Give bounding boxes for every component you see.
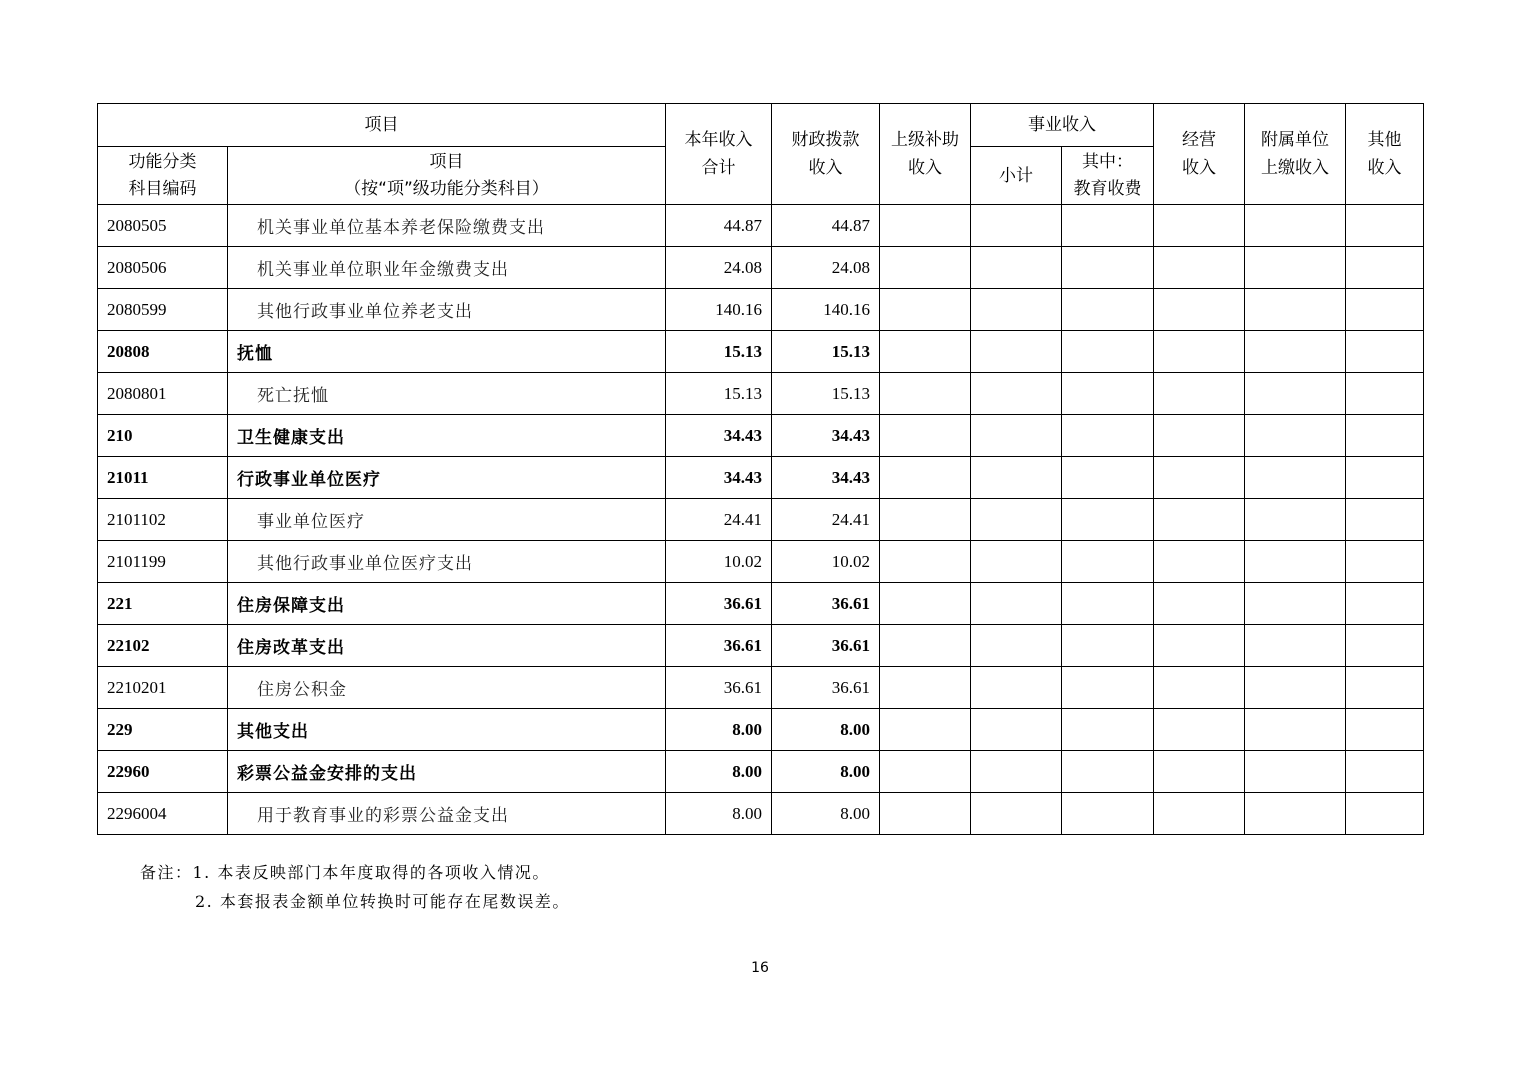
row-name: 住房公积金	[228, 667, 666, 709]
row-superior	[880, 457, 971, 499]
row-code: 22960	[98, 751, 228, 793]
table-row	[98, 205, 1424, 247]
row-total: 36.61	[666, 625, 772, 667]
row-other	[1346, 415, 1424, 457]
header-other-line2: 收入	[1367, 158, 1402, 178]
row-operating	[1154, 205, 1245, 247]
header-superior	[880, 104, 971, 205]
row-code: 2080599	[98, 289, 228, 331]
row-total: 8.00	[666, 793, 772, 835]
row-fiscal: 34.43	[772, 457, 880, 499]
table-row	[98, 709, 1424, 751]
row-other	[1346, 247, 1424, 289]
row-fiscal: 8.00	[772, 793, 880, 835]
table-row	[98, 289, 1424, 331]
row-fiscal: 8.00	[772, 709, 880, 751]
row-edu-fee	[1062, 751, 1154, 793]
header-business-label: 事业收入	[1028, 115, 1096, 135]
row-edu-fee	[1062, 247, 1154, 289]
header-fiscal	[772, 104, 880, 205]
table-row	[98, 499, 1424, 541]
row-superior	[880, 667, 971, 709]
row-operating	[1154, 331, 1245, 373]
row-superior	[880, 331, 971, 373]
row-operating	[1154, 709, 1245, 751]
row-total: 8.00	[666, 709, 772, 751]
row-operating	[1154, 583, 1245, 625]
row-affiliated	[1245, 205, 1346, 247]
row-operating	[1154, 751, 1245, 793]
header-superior-line1: 上级补助	[891, 130, 959, 150]
income-table	[97, 103, 1424, 835]
page-number: 16	[751, 960, 769, 976]
row-fiscal: 24.08	[772, 247, 880, 289]
row-affiliated	[1245, 625, 1346, 667]
row-other	[1346, 331, 1424, 373]
header-name-line1: 项目	[429, 151, 464, 172]
row-edu-fee	[1062, 457, 1154, 499]
header-edu-fee	[1062, 147, 1154, 205]
row-affiliated	[1245, 541, 1346, 583]
row-edu-fee	[1062, 289, 1154, 331]
row-edu-fee	[1062, 793, 1154, 835]
row-edu-fee	[1062, 415, 1154, 457]
row-code: 2296004	[98, 793, 228, 835]
row-code: 2080801	[98, 373, 228, 415]
row-total: 34.43	[666, 415, 772, 457]
table-row	[98, 793, 1424, 835]
header-subtotal-label: 小计	[999, 165, 1033, 186]
row-affiliated	[1245, 415, 1346, 457]
row-edu-fee	[1062, 709, 1154, 751]
header-code	[98, 147, 228, 205]
table-row	[98, 331, 1424, 373]
row-total: 24.08	[666, 247, 772, 289]
header-affiliated	[1245, 104, 1346, 205]
row-subtotal	[971, 457, 1062, 499]
row-name: 彩票公益金安排的支出	[228, 751, 666, 793]
row-operating	[1154, 793, 1245, 835]
header-code-line2: 科目编码	[128, 178, 197, 199]
row-edu-fee	[1062, 499, 1154, 541]
row-subtotal	[971, 667, 1062, 709]
row-fiscal: 8.00	[772, 751, 880, 793]
row-subtotal	[971, 331, 1062, 373]
row-total: 15.13	[666, 331, 772, 373]
row-subtotal	[971, 583, 1062, 625]
row-affiliated	[1245, 457, 1346, 499]
row-edu-fee	[1062, 373, 1154, 415]
row-fiscal: 15.13	[772, 373, 880, 415]
row-code: 22102	[98, 625, 228, 667]
header-fiscal-line1: 财政拨款	[791, 130, 860, 150]
row-name: 住房保障支出	[228, 583, 666, 625]
header-superior-line2: 收入	[908, 158, 942, 178]
row-other	[1346, 667, 1424, 709]
row-code: 2080505	[98, 205, 228, 247]
row-edu-fee	[1062, 667, 1154, 709]
row-affiliated	[1245, 289, 1346, 331]
row-superior	[880, 205, 971, 247]
header-business-group	[971, 104, 1154, 147]
row-other	[1346, 373, 1424, 415]
table-row	[98, 415, 1424, 457]
row-other	[1346, 457, 1424, 499]
row-operating	[1154, 625, 1245, 667]
row-subtotal	[971, 793, 1062, 835]
row-total: 140.16	[666, 289, 772, 331]
row-superior	[880, 373, 971, 415]
row-affiliated	[1245, 331, 1346, 373]
header-total-line1: 本年收入	[684, 130, 753, 150]
row-superior	[880, 247, 971, 289]
header-operating	[1154, 104, 1245, 205]
row-fiscal: 36.61	[772, 583, 880, 625]
table-row	[98, 457, 1424, 499]
row-subtotal	[971, 415, 1062, 457]
notes	[140, 858, 570, 916]
header-subtotal	[971, 147, 1062, 205]
row-total: 24.41	[666, 499, 772, 541]
row-other	[1346, 751, 1424, 793]
row-superior	[880, 499, 971, 541]
header-total-line2: 合计	[701, 158, 736, 178]
row-superior	[880, 709, 971, 751]
row-edu-fee	[1062, 205, 1154, 247]
row-superior	[880, 751, 971, 793]
header-other	[1346, 104, 1424, 205]
row-subtotal	[971, 541, 1062, 583]
header-edu-fee-line2: 教育收费	[1073, 178, 1142, 199]
row-code: 2080506	[98, 247, 228, 289]
row-operating	[1154, 373, 1245, 415]
row-fiscal: 34.43	[772, 415, 880, 457]
row-fiscal: 15.13	[772, 331, 880, 373]
note-line-1: 备注：1. 本表反映部门本年度取得的各项收入情况。	[140, 863, 550, 882]
row-affiliated	[1245, 373, 1346, 415]
row-operating	[1154, 541, 1245, 583]
header-fiscal-line2: 收入	[808, 158, 843, 178]
row-name: 卫生健康支出	[228, 415, 666, 457]
row-total: 36.61	[666, 583, 772, 625]
row-superior	[880, 541, 971, 583]
row-superior	[880, 289, 971, 331]
row-subtotal	[971, 373, 1062, 415]
row-total: 44.87	[666, 205, 772, 247]
row-subtotal	[971, 247, 1062, 289]
row-fiscal: 36.61	[772, 625, 880, 667]
row-superior	[880, 415, 971, 457]
row-name: 机关事业单位基本养老保险缴费支出	[228, 205, 666, 247]
row-edu-fee	[1062, 583, 1154, 625]
row-superior	[880, 793, 971, 835]
row-affiliated	[1245, 499, 1346, 541]
row-total: 34.43	[666, 457, 772, 499]
row-fiscal: 44.87	[772, 205, 880, 247]
header-other-line1: 其他	[1367, 130, 1402, 150]
table-row	[98, 247, 1424, 289]
row-name: 住房改革支出	[228, 625, 666, 667]
row-subtotal	[971, 499, 1062, 541]
header-affiliated-line2: 上缴收入	[1261, 158, 1329, 178]
row-fiscal: 10.02	[772, 541, 880, 583]
row-code: 21011	[98, 457, 228, 499]
header-operating-line1: 经营	[1182, 130, 1216, 150]
row-subtotal	[971, 205, 1062, 247]
row-other	[1346, 205, 1424, 247]
header-edu-fee-line1: 其中：	[1082, 151, 1133, 172]
row-fiscal: 36.61	[772, 667, 880, 709]
row-code: 210	[98, 415, 228, 457]
header-operating-line2: 收入	[1182, 158, 1216, 178]
row-code: 2101102	[98, 499, 228, 541]
row-edu-fee	[1062, 625, 1154, 667]
header-affiliated-line1: 附属单位	[1261, 130, 1329, 150]
row-code: 2210201	[98, 667, 228, 709]
row-subtotal	[971, 709, 1062, 751]
row-operating	[1154, 289, 1245, 331]
row-code: 2101199	[98, 541, 228, 583]
row-fiscal: 140.16	[772, 289, 880, 331]
row-affiliated	[1245, 667, 1346, 709]
row-name: 其他行政事业单位医疗支出	[228, 541, 666, 583]
row-other	[1346, 499, 1424, 541]
row-other	[1346, 583, 1424, 625]
row-name: 其他行政事业单位养老支出	[228, 289, 666, 331]
row-affiliated	[1245, 793, 1346, 835]
row-code: 221	[98, 583, 228, 625]
header-total	[666, 104, 772, 205]
row-other	[1346, 625, 1424, 667]
table-row	[98, 667, 1424, 709]
header-project-group	[98, 104, 666, 147]
row-operating	[1154, 415, 1245, 457]
row-operating	[1154, 667, 1245, 709]
row-name: 事业单位医疗	[228, 499, 666, 541]
row-edu-fee	[1062, 541, 1154, 583]
table-row	[98, 541, 1424, 583]
row-name: 死亡抚恤	[228, 373, 666, 415]
row-other	[1346, 289, 1424, 331]
row-name: 机关事业单位职业年金缴费支出	[228, 247, 666, 289]
row-other	[1346, 793, 1424, 835]
header-name-line2: （按“项”级功能分类科目）	[344, 178, 549, 199]
row-affiliated	[1245, 751, 1346, 793]
row-total: 36.61	[666, 667, 772, 709]
note-line-2: 2. 本套报表金额单位转换时可能存在尾数误差。	[195, 892, 570, 911]
row-total: 8.00	[666, 751, 772, 793]
row-affiliated	[1245, 247, 1346, 289]
row-other	[1346, 709, 1424, 751]
row-superior	[880, 583, 971, 625]
row-name: 用于教育事业的彩票公益金支出	[228, 793, 666, 835]
row-name: 其他支出	[228, 709, 666, 751]
table-row	[98, 751, 1424, 793]
header-code-line1: 功能分类	[128, 151, 197, 172]
row-operating	[1154, 247, 1245, 289]
row-subtotal	[971, 289, 1062, 331]
row-code: 20808	[98, 331, 228, 373]
row-subtotal	[971, 751, 1062, 793]
table-row	[98, 625, 1424, 667]
row-operating	[1154, 499, 1245, 541]
header-name	[228, 147, 666, 205]
row-code: 229	[98, 709, 228, 751]
row-fiscal: 24.41	[772, 499, 880, 541]
table-row	[98, 583, 1424, 625]
header-project-label: 项目	[364, 115, 399, 135]
row-affiliated	[1245, 583, 1346, 625]
row-operating	[1154, 457, 1245, 499]
row-affiliated	[1245, 709, 1346, 751]
row-total: 15.13	[666, 373, 772, 415]
row-superior	[880, 625, 971, 667]
table-row	[98, 373, 1424, 415]
row-name: 抚恤	[228, 331, 666, 373]
row-name: 行政事业单位医疗	[228, 457, 666, 499]
row-other	[1346, 541, 1424, 583]
row-subtotal	[971, 625, 1062, 667]
row-total: 10.02	[666, 541, 772, 583]
row-edu-fee	[1062, 331, 1154, 373]
